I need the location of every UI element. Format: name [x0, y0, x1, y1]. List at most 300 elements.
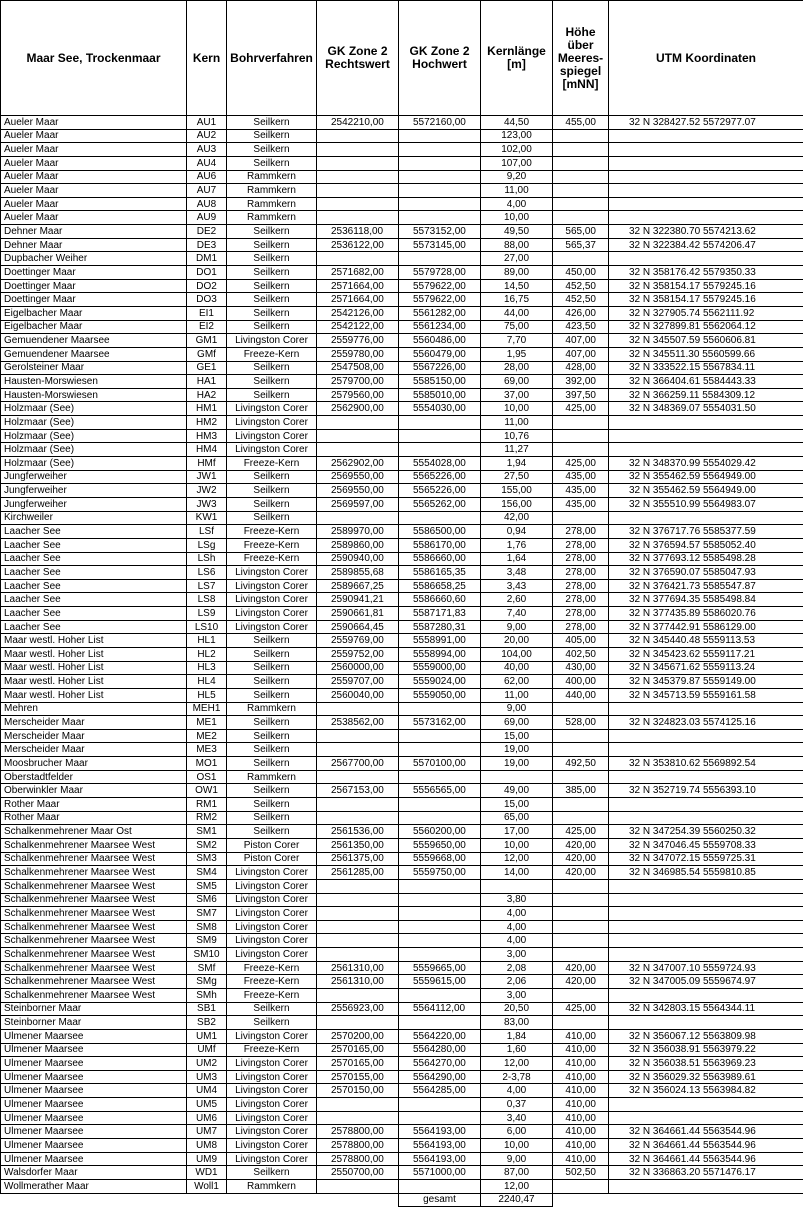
cell-bohrverfahren: Livingston Corer	[227, 566, 317, 580]
cell-kern: SM1	[187, 825, 227, 839]
cell-utm: 32 N 328427.52 5572977.07	[609, 116, 803, 130]
cell-utm: 32 N 342803.15 5564344.11	[609, 1002, 803, 1016]
cell-bohrverfahren: Seilkern	[227, 798, 317, 812]
cell-utm: 32 N 356067.12 5563809.98	[609, 1029, 803, 1043]
table-row	[1, 579, 803, 593]
cell-kern: DO2	[187, 279, 227, 293]
cell-rechtswert	[317, 211, 399, 225]
cell-kern: UM6	[187, 1111, 227, 1125]
cell-hochwert: 5559024,00	[399, 675, 481, 689]
cell-kernlaenge: 123,00	[481, 129, 553, 143]
cell-hochwert: 5564193,00	[399, 1139, 481, 1153]
cell-utm: 32 N 348370.99 5554029.42	[609, 457, 803, 471]
cell-kernlaenge: 62,00	[481, 675, 553, 689]
cell-bohrverfahren: Freeze-Kern	[227, 1043, 317, 1057]
cell-rechtswert	[317, 429, 399, 443]
cell-kernlaenge: 15,00	[481, 729, 553, 743]
cell-hoehe: 402,50	[553, 647, 609, 661]
table-row	[1, 1098, 803, 1112]
cell-bohrverfahren: Seilkern	[227, 811, 317, 825]
cell-bohrverfahren: Seilkern	[227, 225, 317, 239]
table-row	[1, 989, 803, 1003]
cell-utm	[609, 948, 803, 962]
table-row	[1, 443, 803, 457]
cell-utm	[609, 156, 803, 170]
cell-name: Aueler Maar	[1, 116, 187, 130]
cell-kernlaenge: 15,00	[481, 798, 553, 812]
cell-kernlaenge: 9,00	[481, 702, 553, 716]
cell-kernlaenge: 4,00	[481, 907, 553, 921]
cell-rechtswert: 2559769,00	[317, 634, 399, 648]
cell-hochwert: 5564290,00	[399, 1070, 481, 1084]
cell-kern: SB1	[187, 1002, 227, 1016]
cell-hoehe: 397,50	[553, 388, 609, 402]
cell-hoehe: 407,00	[553, 334, 609, 348]
cell-bohrverfahren: Livingston Corer	[227, 920, 317, 934]
cell-kern: UM8	[187, 1139, 227, 1153]
cell-utm: 32 N 358154.17 5579245.16	[609, 293, 803, 307]
cell-name: Dehner Maar	[1, 238, 187, 252]
cell-name: Ulmener Maarsee	[1, 1043, 187, 1057]
cell-hochwert	[399, 1016, 481, 1030]
cell-kern: HL4	[187, 675, 227, 689]
cell-utm	[609, 1098, 803, 1112]
cell-kern: DE2	[187, 225, 227, 239]
table-row	[1, 566, 803, 580]
table-row	[1, 920, 803, 934]
table-row	[1, 388, 803, 402]
cell-bohrverfahren: Freeze-Kern	[227, 538, 317, 552]
cell-utm: 32 N 346985.54 5559810.85	[609, 866, 803, 880]
table-row	[1, 156, 803, 170]
cell-utm: 32 N 345507.59 5560606.81	[609, 334, 803, 348]
cell-utm: 32 N 377694.35 5585498.84	[609, 593, 803, 607]
cell-kernlaenge: 2,08	[481, 961, 553, 975]
cell-kern: LSg	[187, 538, 227, 552]
cell-utm: 32 N 345713.59 5559161.58	[609, 688, 803, 702]
cell-hochwert: 5554030,00	[399, 402, 481, 416]
table-row	[1, 347, 803, 361]
cell-rechtswert: 2550700,00	[317, 1166, 399, 1180]
cell-kern: AU1	[187, 116, 227, 130]
cell-utm: 32 N 327905.74 5562111.92	[609, 306, 803, 320]
cell-hoehe	[553, 156, 609, 170]
cell-kernlaenge: 4,00	[481, 920, 553, 934]
cell-hochwert: 5556565,00	[399, 784, 481, 798]
cell-kern: SM9	[187, 934, 227, 948]
cell-rechtswert: 2561285,00	[317, 866, 399, 880]
cell-utm: 32 N 353810.62 5569892.54	[609, 757, 803, 771]
cell-hochwert: 5554028,00	[399, 457, 481, 471]
cell-hochwert: 5586660,00	[399, 552, 481, 566]
cell-kern: DO1	[187, 266, 227, 280]
cell-kernlaenge: 75,00	[481, 320, 553, 334]
cell-hoehe	[553, 511, 609, 525]
cell-name: Ulmener Maarsee	[1, 1057, 187, 1071]
cell-kern: OW1	[187, 784, 227, 798]
cell-hochwert	[399, 729, 481, 743]
table-row	[1, 1179, 803, 1193]
cell-utm: 32 N 355510.99 5564983.07	[609, 497, 803, 511]
cell-rechtswert: 2561310,00	[317, 975, 399, 989]
table-row	[1, 634, 803, 648]
cell-kern: AU7	[187, 184, 227, 198]
cell-hoehe: 420,00	[553, 852, 609, 866]
cell-kernlaenge: 44,50	[481, 116, 553, 130]
cell-hochwert: 5559650,00	[399, 838, 481, 852]
cell-hochwert: 5586658,25	[399, 579, 481, 593]
cell-rechtswert	[317, 197, 399, 211]
cell-rechtswert: 2559780,00	[317, 347, 399, 361]
cell-bohrverfahren: Seilkern	[227, 361, 317, 375]
cell-hochwert: 5564280,00	[399, 1043, 481, 1057]
cell-rechtswert: 2570165,00	[317, 1043, 399, 1057]
table-row	[1, 743, 803, 757]
cell-kern: OS1	[187, 770, 227, 784]
cell-name: Schalkenmehrener Maarsee West	[1, 920, 187, 934]
cell-utm: 32 N 364661.44 5563544.96	[609, 1152, 803, 1166]
cell-bohrverfahren: Livingston Corer	[227, 593, 317, 607]
cell-utm: 32 N 355462.59 5564949.00	[609, 484, 803, 498]
cell-kern: SMf	[187, 961, 227, 975]
cell-name: Mehren	[1, 702, 187, 716]
cell-kern: SM3	[187, 852, 227, 866]
cell-hochwert	[399, 129, 481, 143]
cell-hoehe	[553, 879, 609, 893]
cell-utm: 32 N 376421.73 5585547.87	[609, 579, 803, 593]
cell-kernlaenge: 107,00	[481, 156, 553, 170]
cell-bohrverfahren: Seilkern	[227, 675, 317, 689]
cell-bohrverfahren: Seilkern	[227, 1002, 317, 1016]
cell-name: Steinborner Maar	[1, 1016, 187, 1030]
cell-name: Laacher See	[1, 566, 187, 580]
cell-bohrverfahren: Freeze-Kern	[227, 975, 317, 989]
cell-hochwert: 5571000,00	[399, 1166, 481, 1180]
cell-name: Gemuendener Maarsee	[1, 334, 187, 348]
cell-kern: LS10	[187, 620, 227, 634]
cell-kern: GMf	[187, 347, 227, 361]
table-row	[1, 470, 803, 484]
cell-rechtswert	[317, 798, 399, 812]
cell-bohrverfahren: Livingston Corer	[227, 948, 317, 962]
cell-rechtswert: 2542126,00	[317, 306, 399, 320]
cell-name: Schalkenmehrener Maarsee West	[1, 989, 187, 1003]
table-row	[1, 170, 803, 184]
cell-bohrverfahren: Livingston Corer	[227, 416, 317, 430]
cell-kern: UM4	[187, 1084, 227, 1098]
cell-rechtswert: 2542210,00	[317, 116, 399, 130]
cell-name: Eigelbacher Maar	[1, 320, 187, 334]
table-row	[1, 375, 803, 389]
cell-name: Oberstadtfelder	[1, 770, 187, 784]
cell-rechtswert: 2560000,00	[317, 661, 399, 675]
cell-hoehe	[553, 170, 609, 184]
cell-hochwert: 5565226,00	[399, 470, 481, 484]
cell-kernlaenge: 9,00	[481, 1152, 553, 1166]
header-bohrverfahren: Bohrverfahren	[227, 1, 317, 116]
cell-kernlaenge	[481, 879, 553, 893]
cell-hoehe: 278,00	[553, 607, 609, 621]
cell-rechtswert: 2578800,00	[317, 1139, 399, 1153]
cell-name: Schalkenmehrener Maar Ost	[1, 825, 187, 839]
cell-hoehe	[553, 893, 609, 907]
header-hochwert: GK Zone 2 Hochwert	[399, 1, 481, 116]
cell-name: Oberwinkler Maar	[1, 784, 187, 798]
table-row	[1, 675, 803, 689]
cell-rechtswert: 2570155,00	[317, 1070, 399, 1084]
cell-bohrverfahren: Rammkern	[227, 770, 317, 784]
cell-rechtswert: 2570150,00	[317, 1084, 399, 1098]
table-row	[1, 416, 803, 430]
cell-name: Jungferweiher	[1, 484, 187, 498]
cell-kernlaenge: 155,00	[481, 484, 553, 498]
cell-kernlaenge: 4,00	[481, 1084, 553, 1098]
cell-hochwert: 5585010,00	[399, 388, 481, 402]
cell-kernlaenge: 42,00	[481, 511, 553, 525]
table-row	[1, 457, 803, 471]
cell-kern: AU4	[187, 156, 227, 170]
cell-kernlaenge: 49,50	[481, 225, 553, 239]
table-row	[1, 143, 803, 157]
cell-kernlaenge: 20,50	[481, 1002, 553, 1016]
cell-name: Schalkenmehrener Maarsee West	[1, 866, 187, 880]
cell-kernlaenge: 20,00	[481, 634, 553, 648]
cell-name: Merscheider Maar	[1, 729, 187, 743]
cell-rechtswert	[317, 893, 399, 907]
cell-kern: SM2	[187, 838, 227, 852]
cell-name: Doettinger Maar	[1, 279, 187, 293]
cell-utm: 32 N 364661.44 5563544.96	[609, 1139, 803, 1153]
cell-kernlaenge: 14,50	[481, 279, 553, 293]
cell-kernlaenge: 3,40	[481, 1111, 553, 1125]
cell-hochwert	[399, 252, 481, 266]
cell-hochwert: 5572160,00	[399, 116, 481, 130]
cell-bohrverfahren: Freeze-Kern	[227, 347, 317, 361]
cell-rechtswert: 2562902,00	[317, 457, 399, 471]
cell-utm	[609, 920, 803, 934]
table-row	[1, 429, 803, 443]
table-body	[1, 116, 803, 1207]
cell-name: Schalkenmehrener Maarsee West	[1, 907, 187, 921]
cell-kern: LS7	[187, 579, 227, 593]
cell-name: Gerolsteiner Maar	[1, 361, 187, 375]
cell-bohrverfahren: Livingston Corer	[227, 620, 317, 634]
cell-kernlaenge: 19,00	[481, 757, 553, 771]
cell-kern: HM3	[187, 429, 227, 443]
cell-hochwert	[399, 429, 481, 443]
cell-rechtswert: 2536118,00	[317, 225, 399, 239]
cell-kern: AU6	[187, 170, 227, 184]
cell-hochwert	[399, 1111, 481, 1125]
cell-hochwert: 5560479,00	[399, 347, 481, 361]
cell-hochwert	[399, 948, 481, 962]
cell-hochwert	[399, 1179, 481, 1193]
table-row	[1, 948, 803, 962]
table-row	[1, 661, 803, 675]
table-row	[1, 334, 803, 348]
cell-bohrverfahren: Piston Corer	[227, 838, 317, 852]
cell-hoehe: 420,00	[553, 975, 609, 989]
cell-bohrverfahren: Seilkern	[227, 757, 317, 771]
cell-bohrverfahren: Livingston Corer	[227, 443, 317, 457]
cell-name: Ulmener Maarsee	[1, 1152, 187, 1166]
cell-kern: UM7	[187, 1125, 227, 1139]
cell-kernlaenge: 49,00	[481, 784, 553, 798]
cell-utm: 32 N 377693.12 5585498.28	[609, 552, 803, 566]
cell-utm	[609, 811, 803, 825]
cell-name: Laacher See	[1, 593, 187, 607]
cell-hoehe: 452,50	[553, 293, 609, 307]
cell-kern: LSh	[187, 552, 227, 566]
cell-hoehe	[553, 1179, 609, 1193]
table-row	[1, 879, 803, 893]
cell-rechtswert	[317, 934, 399, 948]
cell-kern: SM8	[187, 920, 227, 934]
cell-hoehe	[553, 416, 609, 430]
cell-name: Maar westl. Hoher List	[1, 634, 187, 648]
cell-utm	[609, 443, 803, 457]
table-row	[1, 811, 803, 825]
cell-bohrverfahren: Seilkern	[227, 1166, 317, 1180]
cell-kernlaenge: 16,75	[481, 293, 553, 307]
total-label: gesamt	[399, 1193, 481, 1207]
cell-rechtswert	[317, 156, 399, 170]
cell-rechtswert: 2538562,00	[317, 716, 399, 730]
cell-bohrverfahren: Seilkern	[227, 825, 317, 839]
header-kernlaenge: Kernlänge [m]	[481, 1, 553, 116]
cell-utm	[609, 1016, 803, 1030]
cell-hochwert	[399, 989, 481, 1003]
cell-kernlaenge: 44,00	[481, 306, 553, 320]
cell-bohrverfahren: Livingston Corer	[227, 1125, 317, 1139]
table-row	[1, 729, 803, 743]
cell-name: Aueler Maar	[1, 197, 187, 211]
cell-name: Ulmener Maarsee	[1, 1125, 187, 1139]
cell-bohrverfahren: Seilkern	[227, 784, 317, 798]
cell-kern: HM1	[187, 402, 227, 416]
cell-kern: SM10	[187, 948, 227, 962]
cell-hoehe	[553, 702, 609, 716]
cell-hoehe: 426,00	[553, 306, 609, 320]
table-row	[1, 1043, 803, 1057]
cell-hochwert: 5573152,00	[399, 225, 481, 239]
cell-name: Eigelbacher Maar	[1, 306, 187, 320]
table-row	[1, 852, 803, 866]
cell-utm: 32 N 345423.62 5559117.21	[609, 647, 803, 661]
cell-utm: 32 N 356024.13 5563984.82	[609, 1084, 803, 1098]
table-row	[1, 361, 803, 375]
cell-hoehe: 502,50	[553, 1166, 609, 1180]
cell-kern: EI1	[187, 306, 227, 320]
cell-hoehe: 420,00	[553, 838, 609, 852]
cell-hoehe: 410,00	[553, 1098, 609, 1112]
cell-kern: WD1	[187, 1166, 227, 1180]
cell-hochwert: 5565226,00	[399, 484, 481, 498]
cell-kern: EI2	[187, 320, 227, 334]
cell-utm	[609, 511, 803, 525]
cell-hochwert: 5570100,00	[399, 757, 481, 771]
header-utm: UTM Koordinaten	[609, 1, 803, 116]
header-row	[1, 1, 803, 116]
cell-kernlaenge: 10,00	[481, 402, 553, 416]
cell-hochwert	[399, 743, 481, 757]
cell-rechtswert: 2542122,00	[317, 320, 399, 334]
cell-bohrverfahren: Freeze-Kern	[227, 525, 317, 539]
cell-rechtswert	[317, 511, 399, 525]
cell-hochwert: 5573162,00	[399, 716, 481, 730]
cell-hochwert: 5587280,31	[399, 620, 481, 634]
cell-rechtswert	[317, 989, 399, 1003]
cell-utm: 32 N 347005.09 5559674.97	[609, 975, 803, 989]
cell-kern: JW3	[187, 497, 227, 511]
cell-hoehe: 278,00	[553, 538, 609, 552]
table-row	[1, 702, 803, 716]
cell-kern: ME1	[187, 716, 227, 730]
table-row	[1, 402, 803, 416]
cell-rechtswert	[317, 770, 399, 784]
header-rechtswert: GK Zone 2 Rechtswert	[317, 1, 399, 116]
cell-rechtswert	[317, 811, 399, 825]
cell-hochwert: 5573145,00	[399, 238, 481, 252]
cell-kern: HA1	[187, 375, 227, 389]
cell-hoehe: 452,50	[553, 279, 609, 293]
cell-rechtswert	[317, 443, 399, 457]
cell-utm: 32 N 347072.15 5559725.31	[609, 852, 803, 866]
cell-utm	[609, 743, 803, 757]
cell-utm	[609, 1179, 803, 1193]
cell-kern: UM9	[187, 1152, 227, 1166]
cell-hoehe: 435,00	[553, 484, 609, 498]
cell-bohrverfahren: Seilkern	[227, 156, 317, 170]
cell-rechtswert	[317, 729, 399, 743]
cell-rechtswert: 2562900,00	[317, 402, 399, 416]
cell-hoehe	[553, 907, 609, 921]
cell-kernlaenge: 11,00	[481, 184, 553, 198]
cell-utm	[609, 1111, 803, 1125]
cell-bohrverfahren: Freeze-Kern	[227, 552, 317, 566]
cell-kernlaenge: 2,60	[481, 593, 553, 607]
cell-kern: ME2	[187, 729, 227, 743]
cell-hoehe: 428,00	[553, 361, 609, 375]
cell-bohrverfahren: Seilkern	[227, 266, 317, 280]
cell-hoehe: 410,00	[553, 1084, 609, 1098]
cell-bohrverfahren: Seilkern	[227, 729, 317, 743]
cell-utm: 32 N 355462.59 5564949.00	[609, 470, 803, 484]
cell-hochwert	[399, 143, 481, 157]
cell-utm	[609, 907, 803, 921]
cell-hoehe: 565,00	[553, 225, 609, 239]
cell-rechtswert	[317, 1098, 399, 1112]
cell-name: Schalkenmehrener Maarsee West	[1, 852, 187, 866]
cell-rechtswert: 2571664,00	[317, 293, 399, 307]
table-row	[1, 1111, 803, 1125]
table-row	[1, 934, 803, 948]
cell-hochwert: 5559000,00	[399, 661, 481, 675]
table-row	[1, 511, 803, 525]
cell-hoehe: 278,00	[553, 593, 609, 607]
cell-kernlaenge: 1,94	[481, 457, 553, 471]
cell-hochwert: 5564270,00	[399, 1057, 481, 1071]
cell-kernlaenge: 3,80	[481, 893, 553, 907]
cell-hochwert: 5564193,00	[399, 1125, 481, 1139]
cell-utm: 32 N 345671.62 5559113.24	[609, 661, 803, 675]
table-row	[1, 1084, 803, 1098]
cell-rechtswert	[317, 948, 399, 962]
table-row	[1, 225, 803, 239]
cell-hoehe	[553, 197, 609, 211]
cell-hoehe: 410,00	[553, 1152, 609, 1166]
cell-kern: LSf	[187, 525, 227, 539]
